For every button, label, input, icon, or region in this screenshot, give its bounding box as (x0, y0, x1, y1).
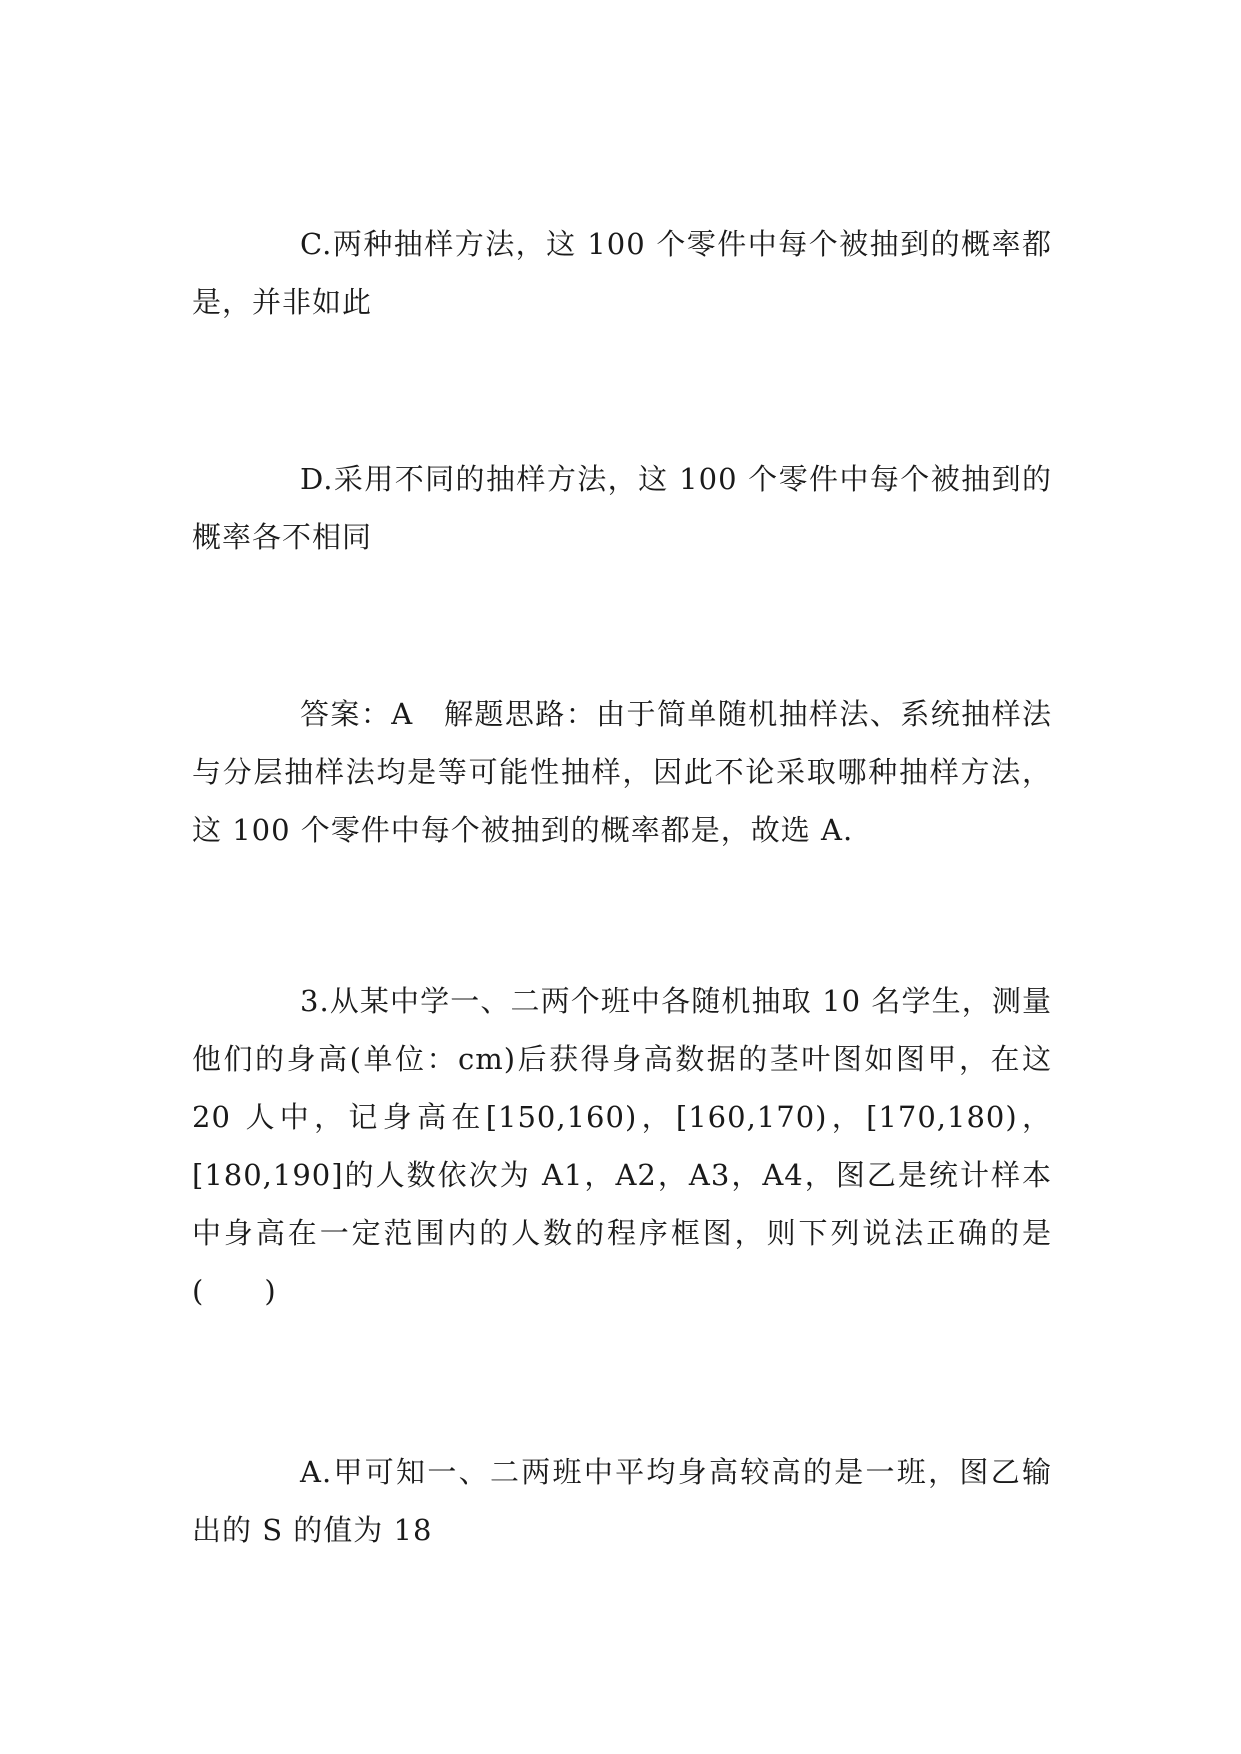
option-a-paragraph: A.甲可知一、二两班中平均身高较高的是一班，图乙输出的 S 的值为 18 (192, 1455, 1052, 1547)
question-3-paragraph: 3.从某中学一、二两个班中各随机抽取 10 名学生，测量他们的身高(单位：cm)后获得身高数据的茎叶图如图甲，在这 20 人中，记身高在[150,160)，[160,170)，[170,180)，[180,190]的人数依次为 A1，A2，A3，A4，图乙是统计样本中身高在一定范围内的人数的程序框图，则下列说法正确的是( ) (192, 984, 1052, 1308)
option-c-paragraph: C.两种抽样方法，这 100 个零件中每个被抽到的概率都是，并非如此 (192, 227, 1052, 319)
option-d-paragraph: D.采用不同的抽样方法，这 100 个零件中每个被抽到的概率各不相同 (192, 462, 1052, 554)
answer-paragraph: 答案：A 解题思路：由于简单随机抽样法、系统抽样法与分层抽样法均是等可能性抽样，因此不论采取哪种抽样方法，这 100 个零件中每个被抽到的概率都是，故选 A. (192, 697, 1052, 847)
